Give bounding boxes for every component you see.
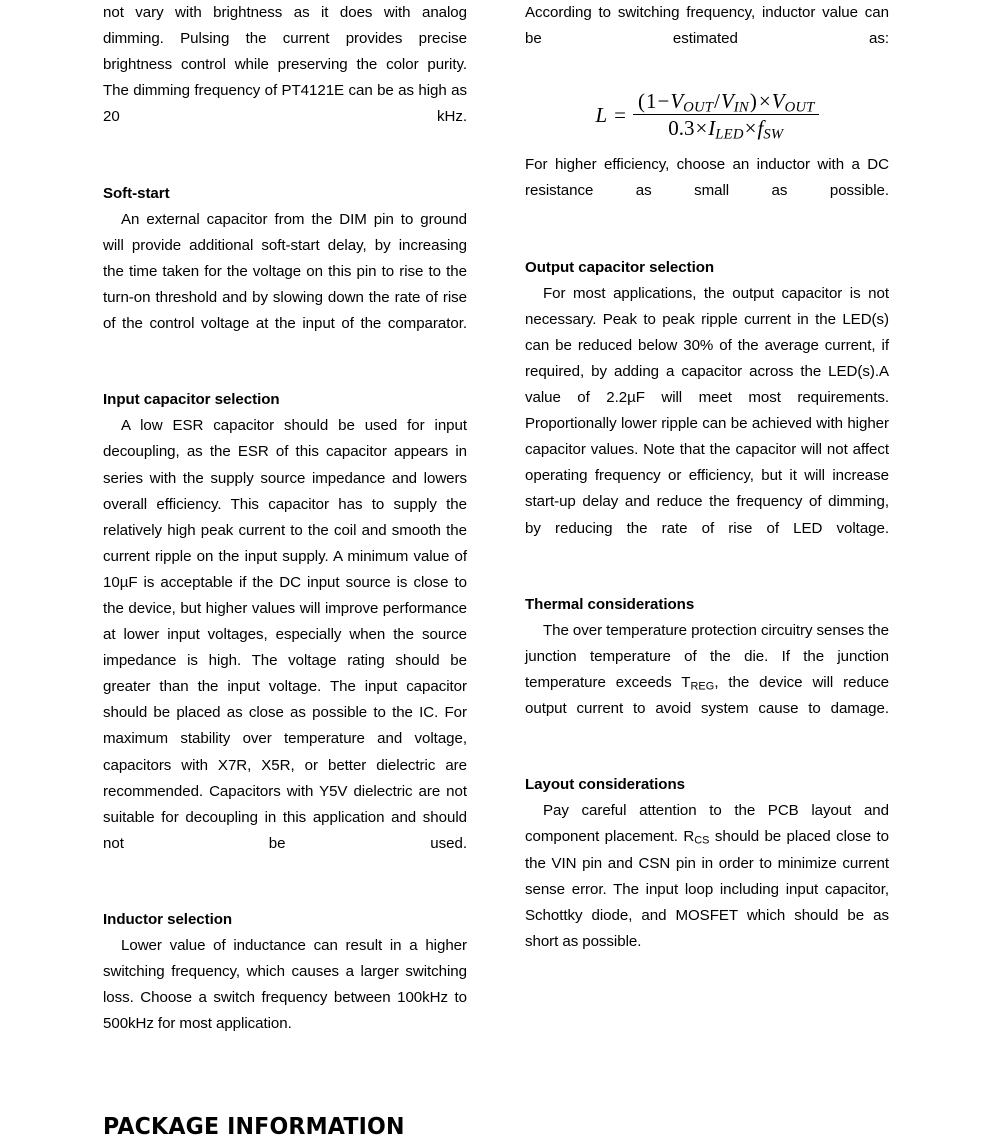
times-operator-den-1: × — [695, 116, 708, 141]
coefficient-point-three: 0.3 — [668, 116, 695, 141]
subscript-sw: SW — [763, 126, 784, 143]
layout-text-after-subscript: should be placed close to the VIN pin and CSN pin in order to minimize current sense error. The input loop including input capacitor, Schottky diode, and MOSFET which should be as short as possible. — [525, 828, 889, 950]
heading-thermal-considerations: Thermal considerations — [525, 595, 695, 613]
divide-slash: / — [714, 88, 720, 113]
layout-text-before-subscript: Pay careful attention to the PCB layout and component placement. R — [525, 802, 889, 846]
subscript-led: LED — [715, 126, 744, 143]
equation-lhs: L — [595, 102, 608, 127]
subscript-out-2: OUT — [784, 99, 815, 116]
paragraph-thermal-considerations — [525, 618, 889, 748]
paragraph-output-capacitor-selection: For most applications, the output capacitor is not necessary. Peak to peak ripple current in the LED(s) can be reduced below 30% of the average current, if required, by adding a capacitor across the LED(s).A value of 2.2µF will meet most requirements. Proportionally lower ripple can be achieved with higher capacitor values. Note that the capacitor will not affect operating frequency or efficiency, but it will increase start-up delay and reduce the frequency of dimming, by reducing the rate of rise of LED voltage. — [525, 284, 889, 537]
paragraph-dc-resistance: For higher efficiency, choose an inductor with a DC resistance as small as possible. — [525, 156, 889, 200]
subscript-out-1: OUT — [683, 99, 714, 116]
heading-inductor-selection: Inductor selection — [103, 911, 233, 928]
symbol-vin: V — [720, 88, 734, 113]
right-column — [525, 0, 889, 955]
heading-input-capacitor-selection: Input capacitor selection — [103, 391, 280, 409]
thermal-text-after-subscript: , the device will reduce output current to avoid system cause to damage. — [525, 673, 890, 718]
spacer — [103, 883, 467, 907]
symbol-vout-2: V — [771, 88, 785, 113]
paragraph-dimming-continued: not vary with brightness as it does with analog dimming. Pulsing the current provides precise brightness control while preserving the color purity. The dimming frequency of PT4121E can be as high as 20 kHz. — [103, 4, 467, 126]
paragraph-soft-start: An external capacitor from the DIM pin to ground will provide additional soft-start delay, by increasing the time taken for the voltage on this pin to rise to the turn-on threshold and by slowing down the rate of rise of the control voltage at the input of the comparator. — [103, 210, 467, 333]
left-column — [103, 0, 467, 1037]
equation-inline — [595, 90, 818, 141]
spacer — [525, 748, 889, 772]
paragraph-layout-considerations — [525, 798, 889, 955]
paren-close: ) — [749, 88, 757, 113]
paren-open: ( — [637, 88, 645, 113]
spacer — [525, 568, 889, 592]
paragraph-input-capacitor-selection: A low ESR capacitor should be used for input decoupling, as the ESR of this capacitor appears in series with the supply source impedance and lowers overall efficiency. This capacitor has to supply the relatively high peak current to the coil and smooth the current ripple on the input supply. A minimum value of 10µF is acceptable if the DC input source is close to the device, but higher values will improve performance at lower input voltages, especially when the source impedance is high. The voltage rating should be greater than the input voltage. The input capacitor should be placed as close as possible to the IC. For maximum stability over temperature and voltage, capacitors with X7R, X5R, or better dielectric are recommended. Capacitors with Y5V dielectric are not suitable for decoupling in this application and should not be used. — [103, 417, 467, 852]
minus-operator: − — [657, 88, 670, 113]
thermal-text-before-subscript: The over temperature protection circuitry senses the junction temperature of the die. If the junction temperature exceeds T — [525, 621, 889, 691]
spacer — [103, 363, 467, 387]
symbol-fsw: f — [757, 116, 764, 141]
symbol-iled: I — [708, 116, 716, 141]
subscript-treg: REG — [690, 680, 715, 693]
inductor-value-equation — [525, 78, 889, 152]
spacer — [103, 157, 467, 181]
subscript-rcs: CS — [694, 834, 710, 847]
spacer — [525, 231, 889, 255]
times-operator-den-2: × — [744, 116, 757, 141]
heading-soft-start: Soft-start — [103, 184, 170, 202]
two-column-body — [103, 0, 890, 1033]
numeral-one: 1 — [645, 88, 657, 113]
equation-fraction — [633, 90, 819, 141]
heading-layout-considerations: Layout considerations — [525, 776, 685, 794]
package-information-heading: PACKAGE INFORMATION — [103, 1112, 405, 1140]
symbol-vout-1: V — [670, 88, 684, 113]
equation-denominator — [664, 115, 787, 141]
equation-numerator — [633, 90, 819, 116]
heading-output-capacitor-selection: Output capacitor selection — [525, 258, 715, 276]
equation-relation: = — [614, 102, 626, 127]
paragraph-inductor-selection: Lower value of inductance can result in a higher switching frequency, which causes a larger switching loss. Choose a switch frequency between 100kHz to 500kHz for most application. — [103, 937, 467, 1033]
subscript-in: IN — [733, 99, 749, 116]
paragraph-switching-frequency-intro: According to switching frequency, inductor value can be estimated as: — [525, 4, 889, 48]
times-operator-num: × — [758, 88, 771, 113]
